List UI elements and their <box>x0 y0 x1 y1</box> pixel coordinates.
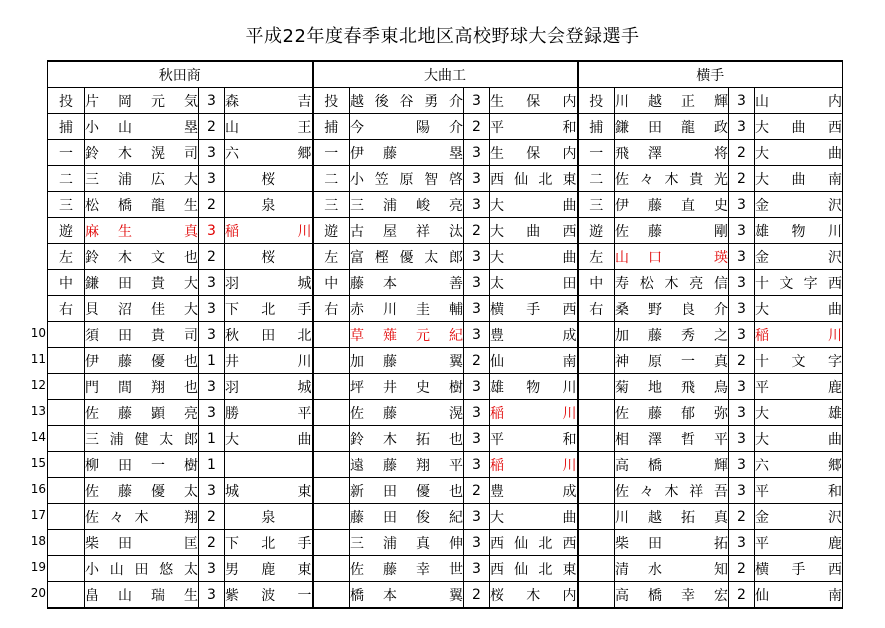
table-row <box>48 478 843 504</box>
table-row <box>48 530 843 556</box>
omagari-ko-name-cell: 伊藤 塁 <box>350 140 464 166</box>
akita-sho-grade-cell: 2 <box>199 192 225 218</box>
omagari-ko-grade-cell: 3 <box>464 88 490 114</box>
omagari-ko-school-cell: 太 田 <box>490 270 578 296</box>
omagari-ko-school-cell: 生保内 <box>490 88 578 114</box>
yokote-grade-cell: 3 <box>729 218 755 244</box>
akita-sho-school-cell: 桜 <box>225 166 313 192</box>
akita-sho-grade-cell: 3 <box>199 556 225 582</box>
omagari-ko-name-cell: 加藤 翼 <box>350 348 464 374</box>
omagari-ko-school-cell: 豊 成 <box>490 322 578 348</box>
omagari-ko-pos-cell <box>313 426 350 452</box>
akita-sho-grade-cell: 3 <box>199 88 225 114</box>
omagari-ko-grade-cell: 3 <box>464 166 490 192</box>
omagari-ko-school-cell: 西仙北東 <box>490 556 578 582</box>
yokote-pos-cell: 中 <box>578 270 615 296</box>
yokote-pos-cell <box>578 452 615 478</box>
yokote-grade-cell: 3 <box>729 426 755 452</box>
row-number: 14 <box>30 430 46 444</box>
omagari-ko-pos-cell: 一 <box>313 140 350 166</box>
akita-sho-pos-cell: 右 <box>48 296 85 322</box>
yokote-pos-cell <box>578 504 615 530</box>
yokote-name-cell: 川越正輝 <box>615 88 729 114</box>
akita-sho-grade-cell: 1 <box>199 426 225 452</box>
yokote-grade-cell: 2 <box>729 504 755 530</box>
omagari-ko-pos-cell <box>313 556 350 582</box>
yokote-school-cell: 金 沢 <box>755 504 843 530</box>
yokote-name-cell: 相澤哲平 <box>615 426 729 452</box>
omagari-ko-name-cell: 三浦峻亮 <box>350 192 464 218</box>
yokote-school-cell: 十文字 <box>755 348 843 374</box>
yokote-grade-cell: 3 <box>729 322 755 348</box>
omagari-ko-pos-cell <box>313 582 350 609</box>
akita-sho-grade-cell: 1 <box>199 348 225 374</box>
akita-sho-school-cell: 泉 <box>225 192 313 218</box>
yokote-name-cell: 高橋 輝 <box>615 452 729 478</box>
yokote-pos-cell: 三 <box>578 192 615 218</box>
omagari-ko-pos-cell <box>313 322 350 348</box>
omagari-ko-grade-cell: 2 <box>464 114 490 140</box>
akita-sho-name-cell: 鎌田貴大 <box>85 270 199 296</box>
omagari-ko-pos-cell: 二 <box>313 166 350 192</box>
akita-sho-pos-cell: 二 <box>48 166 85 192</box>
omagari-ko-school-cell: 大 曲 <box>490 504 578 530</box>
yokote-school-cell: 大 曲 <box>755 426 843 452</box>
row-number: 17 <box>30 508 46 522</box>
yokote-name-cell: 清水 知 <box>615 556 729 582</box>
omagari-ko-school-cell: 平 和 <box>490 114 578 140</box>
akita-sho-pos-cell: 捕 <box>48 114 85 140</box>
yokote-name-cell: 佐藤郁弥 <box>615 400 729 426</box>
yokote-name-cell: 飛澤 将 <box>615 140 729 166</box>
omagari-ko-pos-cell: 捕 <box>313 114 350 140</box>
akita-sho-name-cell: 伊藤優也 <box>85 348 199 374</box>
yokote-name-cell: 柴田 拓 <box>615 530 729 556</box>
yokote-pos-cell <box>578 582 615 609</box>
yokote-grade-cell: 3 <box>729 88 755 114</box>
yokote-grade-cell: 3 <box>729 478 755 504</box>
omagari-ko-name-cell: 鈴木拓也 <box>350 426 464 452</box>
yokote-name-cell: 桑野良介 <box>615 296 729 322</box>
yokote-grade-cell: 2 <box>729 582 755 609</box>
omagari-ko-name-cell: 佐藤 滉 <box>350 400 464 426</box>
yokote-grade-cell: 3 <box>729 530 755 556</box>
omagari-ko-pos-cell: 左 <box>313 244 350 270</box>
table-row <box>48 166 843 192</box>
table-row <box>48 244 843 270</box>
akita-sho-pos-cell <box>48 556 85 582</box>
table-row <box>48 426 843 452</box>
row-number: 12 <box>30 378 46 392</box>
yokote-school-cell: 大曲南 <box>755 166 843 192</box>
akita-sho-grade-cell: 3 <box>199 322 225 348</box>
omagari-ko-pos-cell <box>313 374 350 400</box>
akita-sho-name-cell: 小山田悠太 <box>85 556 199 582</box>
table-row <box>48 504 843 530</box>
row-number: 13 <box>30 404 46 418</box>
table-row <box>48 452 843 478</box>
yokote-pos-cell <box>578 400 615 426</box>
table-row <box>48 400 843 426</box>
akita-sho-school-cell: 羽 城 <box>225 270 313 296</box>
akita-sho-school-cell: 秋田北 <box>225 322 313 348</box>
team-header-yokote: 横手 <box>578 61 843 88</box>
yokote-grade-cell: 3 <box>729 270 755 296</box>
omagari-ko-name-cell: 新田優也 <box>350 478 464 504</box>
omagari-ko-school-cell: 大 曲 <box>490 192 578 218</box>
omagari-ko-name-cell: 藤田俊紀 <box>350 504 464 530</box>
akita-sho-school-cell: 羽 城 <box>225 374 313 400</box>
omagari-ko-grade-cell: 2 <box>464 348 490 374</box>
omagari-ko-grade-cell: 3 <box>464 374 490 400</box>
yokote-grade-cell: 3 <box>729 400 755 426</box>
yokote-name-cell: 佐藤 剛 <box>615 218 729 244</box>
yokote-grade-cell: 2 <box>729 140 755 166</box>
yokote-grade-cell: 3 <box>729 114 755 140</box>
omagari-ko-grade-cell: 3 <box>464 192 490 218</box>
table-row <box>48 556 843 582</box>
yokote-pos-cell: 左 <box>578 244 615 270</box>
akita-sho-name-cell: 貝沼佳大 <box>85 296 199 322</box>
yokote-pos-cell: 二 <box>578 166 615 192</box>
akita-sho-pos-cell: 遊 <box>48 218 85 244</box>
yokote-name-cell: 佐々木祥吾 <box>615 478 729 504</box>
akita-sho-grade-cell: 3 <box>199 400 225 426</box>
omagari-ko-name-cell: 今 陽介 <box>350 114 464 140</box>
omagari-ko-pos-cell: 投 <box>313 88 350 114</box>
row-number: 10 <box>30 326 46 340</box>
omagari-ko-pos-cell: 三 <box>313 192 350 218</box>
akita-sho-name-cell: 柴田 匡 <box>85 530 199 556</box>
yokote-name-cell: 神原一真 <box>615 348 729 374</box>
omagari-ko-name-cell: 三浦真伸 <box>350 530 464 556</box>
omagari-ko-school-cell: 桜木内 <box>490 582 578 609</box>
omagari-ko-name-cell: 佐藤幸世 <box>350 556 464 582</box>
akita-sho-name-cell: 片岡元気 <box>85 88 199 114</box>
yokote-name-cell: 菊地飛鳥 <box>615 374 729 400</box>
yokote-school-cell: 雄物川 <box>755 218 843 244</box>
yokote-grade-cell: 2 <box>729 166 755 192</box>
omagari-ko-name-cell: 草薙元紀 <box>350 322 464 348</box>
omagari-ko-school-cell: 生保内 <box>490 140 578 166</box>
omagari-ko-grade-cell: 3 <box>464 270 490 296</box>
table-row <box>48 296 843 322</box>
akita-sho-school-cell: 桜 <box>225 244 313 270</box>
omagari-ko-grade-cell: 3 <box>464 530 490 556</box>
omagari-ko-name-cell: 越後谷勇介 <box>350 88 464 114</box>
omagari-ko-grade-cell: 3 <box>464 322 490 348</box>
akita-sho-school-cell: 紫波一 <box>225 582 313 609</box>
yokote-school-cell: 平 鹿 <box>755 530 843 556</box>
omagari-ko-pos-cell: 遊 <box>313 218 350 244</box>
akita-sho-grade-cell: 3 <box>199 140 225 166</box>
akita-sho-name-cell: 麻生 真 <box>85 218 199 244</box>
omagari-ko-pos-cell <box>313 452 350 478</box>
akita-sho-grade-cell: 3 <box>199 166 225 192</box>
omagari-ko-school-cell: 大 曲 <box>490 244 578 270</box>
akita-sho-school-cell: 泉 <box>225 504 313 530</box>
akita-sho-school-cell: 井 川 <box>225 348 313 374</box>
omagari-ko-grade-cell: 3 <box>464 426 490 452</box>
omagari-ko-name-cell: 小笠原智啓 <box>350 166 464 192</box>
row-number: 20 <box>30 586 46 600</box>
akita-sho-name-cell: 柳田一樹 <box>85 452 199 478</box>
omagari-ko-name-cell: 赤川圭輔 <box>350 296 464 322</box>
yokote-school-cell: 仙 南 <box>755 582 843 609</box>
yokote-pos-cell <box>578 530 615 556</box>
akita-sho-name-cell: 門間翔也 <box>85 374 199 400</box>
omagari-ko-school-cell: 豊 成 <box>490 478 578 504</box>
yokote-school-cell: 平 鹿 <box>755 374 843 400</box>
team-header-omagari-ko: 大曲工 <box>313 61 578 88</box>
omagari-ko-grade-cell: 3 <box>464 556 490 582</box>
yokote-grade-cell: 3 <box>729 452 755 478</box>
akita-sho-name-cell: 松橋龍生 <box>85 192 199 218</box>
yokote-pos-cell: 捕 <box>578 114 615 140</box>
yokote-name-cell: 鎌田龍政 <box>615 114 729 140</box>
omagari-ko-grade-cell: 3 <box>464 296 490 322</box>
akita-sho-grade-cell: 2 <box>199 114 225 140</box>
akita-sho-grade-cell: 2 <box>199 504 225 530</box>
table-row <box>48 114 843 140</box>
akita-sho-pos-cell: 三 <box>48 192 85 218</box>
page-title: 平成22年度春季東北地区高校野球大会登録選手 <box>245 26 640 47</box>
akita-sho-school-cell: 勝 平 <box>225 400 313 426</box>
omagari-ko-grade-cell: 3 <box>464 140 490 166</box>
omagari-ko-school-cell: 横手西 <box>490 296 578 322</box>
omagari-ko-school-cell: 仙 南 <box>490 348 578 374</box>
yokote-pos-cell: 一 <box>578 140 615 166</box>
yokote-grade-cell: 2 <box>729 556 755 582</box>
akita-sho-pos-cell <box>48 348 85 374</box>
yokote-school-cell: 十文字西 <box>755 270 843 296</box>
table-row <box>48 270 843 296</box>
akita-sho-name-cell: 須田貴司 <box>85 322 199 348</box>
yokote-name-cell: 伊藤直史 <box>615 192 729 218</box>
table-row <box>48 218 843 244</box>
omagari-ko-school-cell: 雄物川 <box>490 374 578 400</box>
table-row <box>48 374 843 400</box>
omagari-ko-name-cell: 坪井史樹 <box>350 374 464 400</box>
omagari-ko-grade-cell: 3 <box>464 244 490 270</box>
akita-sho-pos-cell <box>48 530 85 556</box>
table-row <box>48 192 843 218</box>
akita-sho-pos-cell: 左 <box>48 244 85 270</box>
akita-sho-name-cell: 小山 塁 <box>85 114 199 140</box>
table-row <box>48 582 843 609</box>
yokote-name-cell: 山口 瑛 <box>615 244 729 270</box>
akita-sho-grade-cell: 2 <box>199 244 225 270</box>
akita-sho-school-cell <box>225 452 313 478</box>
omagari-ko-name-cell: 富樫優太郎 <box>350 244 464 270</box>
yokote-grade-cell: 2 <box>729 348 755 374</box>
team-header-akita-sho: 秋田商 <box>48 61 313 88</box>
akita-sho-grade-cell: 2 <box>199 530 225 556</box>
yokote-school-cell: 大 曲 <box>755 140 843 166</box>
omagari-ko-grade-cell: 2 <box>464 478 490 504</box>
akita-sho-pos-cell <box>48 322 85 348</box>
akita-sho-school-cell: 大 曲 <box>225 426 313 452</box>
yokote-grade-cell: 3 <box>729 296 755 322</box>
yokote-name-cell: 佐々木貴光 <box>615 166 729 192</box>
akita-sho-pos-cell <box>48 400 85 426</box>
row-number: 18 <box>30 534 46 548</box>
omagari-ko-name-cell: 橋本 翼 <box>350 582 464 609</box>
akita-sho-school-cell: 下北手 <box>225 530 313 556</box>
akita-sho-name-cell: 畠山瑞生 <box>85 582 199 609</box>
akita-sho-school-cell: 稲 川 <box>225 218 313 244</box>
roster-table <box>47 60 843 609</box>
omagari-ko-pos-cell: 中 <box>313 270 350 296</box>
yokote-school-cell: 六 郷 <box>755 452 843 478</box>
omagari-ko-school-cell: 平 和 <box>490 426 578 452</box>
row-number: 11 <box>30 352 46 366</box>
akita-sho-pos-cell <box>48 504 85 530</box>
akita-sho-pos-cell: 一 <box>48 140 85 166</box>
omagari-ko-school-cell: 稲 川 <box>490 452 578 478</box>
omagari-ko-name-cell: 遠藤翔平 <box>350 452 464 478</box>
akita-sho-grade-cell: 3 <box>199 218 225 244</box>
yokote-school-cell: 金 沢 <box>755 244 843 270</box>
omagari-ko-pos-cell <box>313 504 350 530</box>
yokote-school-cell: 大 曲 <box>755 296 843 322</box>
table-row <box>48 140 843 166</box>
yokote-pos-cell: 投 <box>578 88 615 114</box>
yokote-pos-cell <box>578 426 615 452</box>
akita-sho-pos-cell <box>48 452 85 478</box>
akita-sho-name-cell: 三浦広大 <box>85 166 199 192</box>
omagari-ko-grade-cell: 3 <box>464 452 490 478</box>
row-number: 16 <box>30 482 46 496</box>
akita-sho-name-cell: 鈴木滉司 <box>85 140 199 166</box>
omagari-ko-school-cell: 大曲西 <box>490 218 578 244</box>
omagari-ko-name-cell: 古屋祥汰 <box>350 218 464 244</box>
row-number: 15 <box>30 456 46 470</box>
yokote-school-cell: 金 沢 <box>755 192 843 218</box>
yokote-school-cell: 大曲西 <box>755 114 843 140</box>
table-row <box>48 348 843 374</box>
omagari-ko-name-cell: 藤本 善 <box>350 270 464 296</box>
yokote-school-cell: 横手西 <box>755 556 843 582</box>
akita-sho-pos-cell <box>48 582 85 609</box>
yokote-pos-cell <box>578 322 615 348</box>
akita-sho-school-cell: 男鹿東 <box>225 556 313 582</box>
yokote-grade-cell: 3 <box>729 374 755 400</box>
omagari-ko-grade-cell: 2 <box>464 218 490 244</box>
akita-sho-pos-cell <box>48 374 85 400</box>
akita-sho-name-cell: 佐々木 翔 <box>85 504 199 530</box>
yokote-pos-cell <box>578 556 615 582</box>
akita-sho-school-cell: 城 東 <box>225 478 313 504</box>
akita-sho-school-cell: 六 郷 <box>225 140 313 166</box>
table-row <box>48 88 843 114</box>
akita-sho-school-cell: 森 吉 <box>225 88 313 114</box>
omagari-ko-grade-cell: 2 <box>464 582 490 609</box>
yokote-pos-cell: 遊 <box>578 218 615 244</box>
omagari-ko-grade-cell: 3 <box>464 504 490 530</box>
omagari-ko-pos-cell <box>313 478 350 504</box>
akita-sho-grade-cell: 3 <box>199 478 225 504</box>
yokote-name-cell: 川越拓真 <box>615 504 729 530</box>
akita-sho-grade-cell: 3 <box>199 374 225 400</box>
akita-sho-name-cell: 三浦健太郎 <box>85 426 199 452</box>
akita-sho-pos-cell <box>48 478 85 504</box>
yokote-pos-cell <box>578 478 615 504</box>
akita-sho-school-cell: 下北手 <box>225 296 313 322</box>
row-number: 19 <box>30 560 46 574</box>
akita-sho-grade-cell: 1 <box>199 452 225 478</box>
omagari-ko-pos-cell: 右 <box>313 296 350 322</box>
yokote-pos-cell: 右 <box>578 296 615 322</box>
akita-sho-pos-cell <box>48 426 85 452</box>
yokote-pos-cell <box>578 348 615 374</box>
omagari-ko-school-cell: 西仙北西 <box>490 530 578 556</box>
yokote-name-cell: 高橋幸宏 <box>615 582 729 609</box>
omagari-ko-pos-cell <box>313 348 350 374</box>
akita-sho-pos-cell: 中 <box>48 270 85 296</box>
yokote-pos-cell <box>578 374 615 400</box>
akita-sho-name-cell: 佐藤顕亮 <box>85 400 199 426</box>
omagari-ko-school-cell: 稲 川 <box>490 400 578 426</box>
yokote-grade-cell: 3 <box>729 244 755 270</box>
yokote-name-cell: 寿松木亮信 <box>615 270 729 296</box>
yokote-grade-cell: 3 <box>729 192 755 218</box>
akita-sho-grade-cell: 3 <box>199 582 225 609</box>
yokote-school-cell: 平 和 <box>755 478 843 504</box>
omagari-ko-pos-cell <box>313 530 350 556</box>
yokote-name-cell: 加藤秀之 <box>615 322 729 348</box>
yokote-school-cell: 大 雄 <box>755 400 843 426</box>
omagari-ko-grade-cell: 3 <box>464 400 490 426</box>
akita-sho-grade-cell: 3 <box>199 270 225 296</box>
akita-sho-grade-cell: 3 <box>199 296 225 322</box>
omagari-ko-school-cell: 西仙北東 <box>490 166 578 192</box>
yokote-school-cell: 山 内 <box>755 88 843 114</box>
omagari-ko-pos-cell <box>313 400 350 426</box>
akita-sho-school-cell: 山 王 <box>225 114 313 140</box>
akita-sho-name-cell: 鈴木文也 <box>85 244 199 270</box>
table-row <box>48 322 843 348</box>
yokote-school-cell: 稲 川 <box>755 322 843 348</box>
akita-sho-name-cell: 佐藤優太 <box>85 478 199 504</box>
akita-sho-pos-cell: 投 <box>48 88 85 114</box>
